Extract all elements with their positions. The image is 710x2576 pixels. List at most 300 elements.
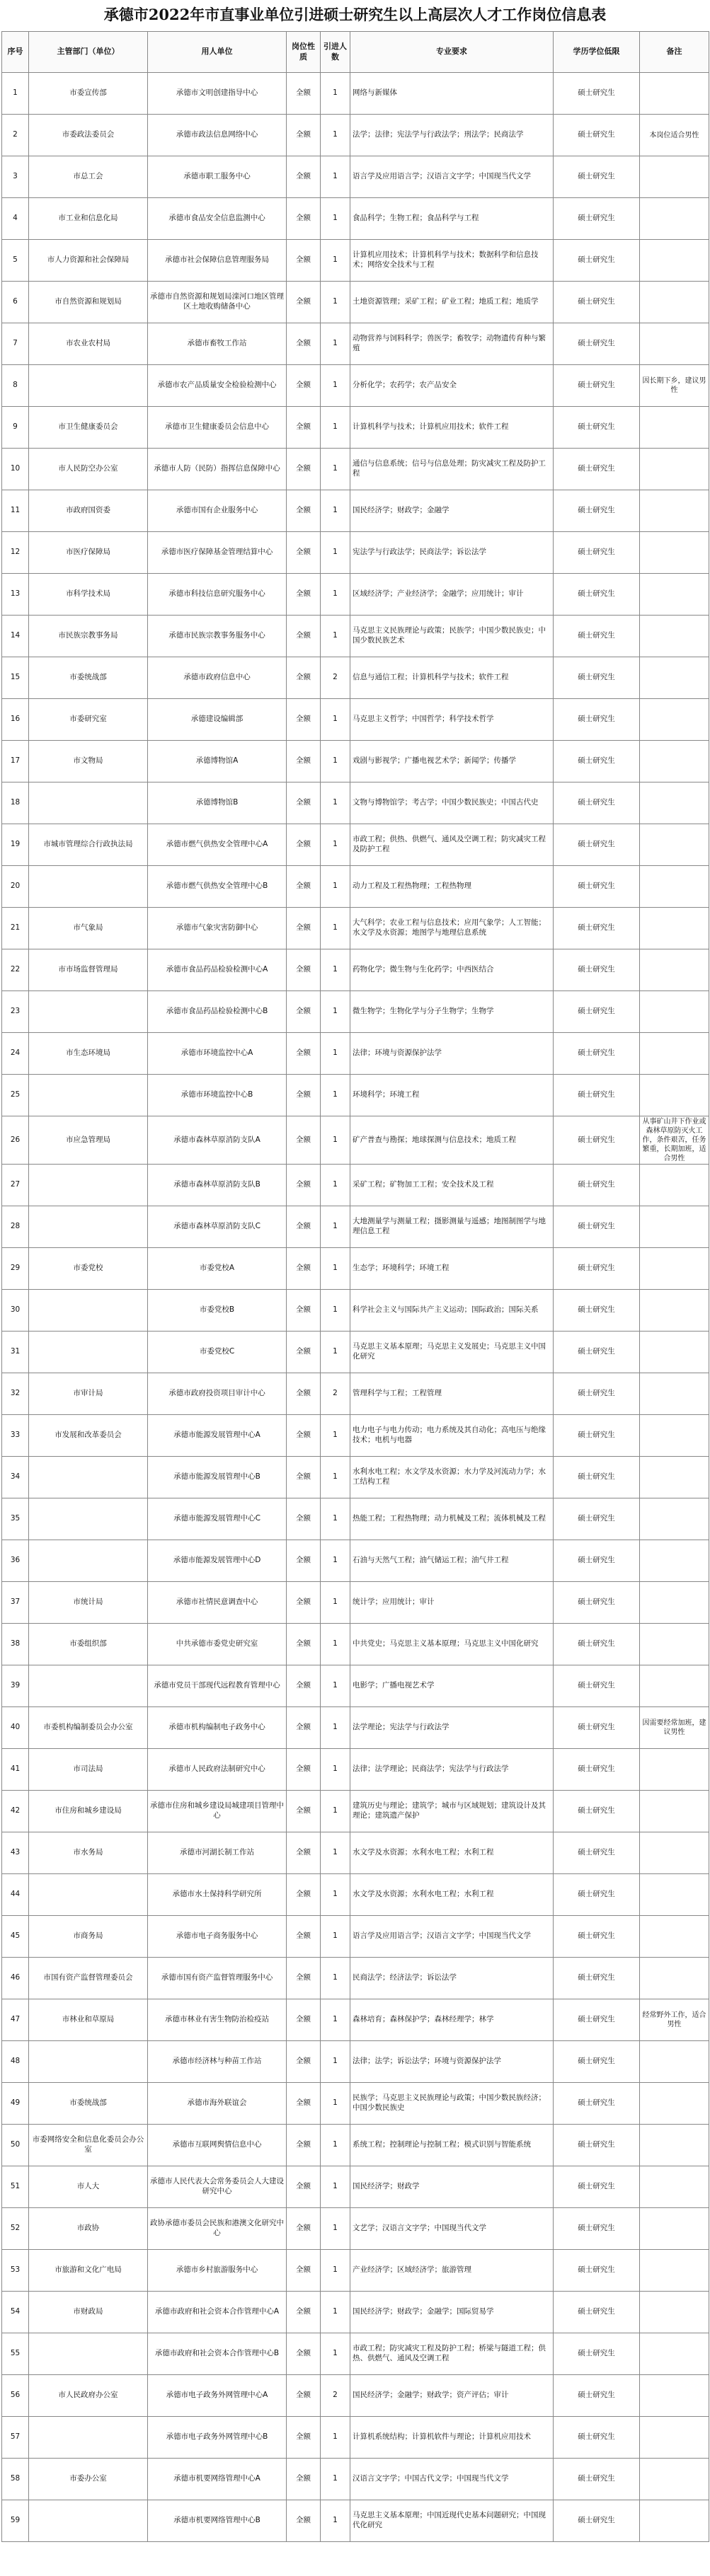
cell-dept: 市司法局	[29, 1749, 148, 1791]
cell-degree: 硕士研究生	[554, 449, 640, 490]
cell-no: 28	[2, 1206, 29, 1248]
cell-degree: 硕士研究生	[554, 1832, 640, 1874]
cell-no: 58	[2, 2459, 29, 2500]
cell-no: 6	[2, 282, 29, 323]
cell-dept: 市气象局	[29, 908, 148, 949]
cell-unit: 承德市政府信息中心	[148, 657, 287, 699]
cell-dept	[29, 1498, 148, 1540]
cell-degree: 硕士研究生	[554, 1874, 640, 1916]
cell-degree: 硕士研究生	[554, 490, 640, 532]
cell-spec: 马克思主义基本原理；马克思主义发展史；马克思主义中国化研究	[350, 1332, 554, 1373]
cell-degree: 硕士研究生	[554, 1165, 640, 1206]
table-row	[2, 1033, 709, 1075]
cell-count: 1	[321, 1415, 350, 1457]
cell-note: 从事矿山井下作业或森林草原防灭火工作，条件艰苦，任务繁重，长期加班，适合男性	[640, 1116, 709, 1165]
cell-note	[640, 2041, 709, 2083]
cell-unit: 承德市林业有害生物防治检疫站	[148, 1999, 287, 2041]
cell-count: 1	[321, 782, 350, 824]
cell-count: 1	[321, 2500, 350, 2542]
cell-degree: 硕士研究生	[554, 1707, 640, 1749]
table-row	[2, 1332, 709, 1373]
cell-degree: 硕士研究生	[554, 1206, 640, 1248]
cell-count: 1	[321, 1624, 350, 1665]
table-row	[2, 1248, 709, 1290]
cell-spec: 水文学及水资源；水利水电工程；水利工程	[350, 1874, 554, 1916]
cell-count: 1	[321, 1498, 350, 1540]
cell-unit: 承德市森林草原消防支队C	[148, 1206, 287, 1248]
cell-degree: 硕士研究生	[554, 991, 640, 1033]
cell-unit: 承德市电子政务外网管理中心A	[148, 2375, 287, 2417]
cell-note	[640, 2500, 709, 2542]
cell-no: 8	[2, 365, 29, 407]
cell-nature: 全额	[287, 365, 321, 407]
cell-count: 1	[321, 1874, 350, 1916]
cell-dept	[29, 1290, 148, 1332]
cell-note	[640, 1498, 709, 1540]
cell-count: 1	[321, 282, 350, 323]
cell-spec: 热能工程；工程热物理；动力机械及工程；流体机械及工程	[350, 1498, 554, 1540]
cell-no: 55	[2, 2333, 29, 2375]
cell-no: 14	[2, 616, 29, 657]
cell-count: 1	[321, 2292, 350, 2333]
cell-note	[640, 782, 709, 824]
table-row	[2, 1874, 709, 1916]
cell-count: 1	[321, 908, 350, 949]
cell-note	[640, 1075, 709, 1116]
cell-no: 45	[2, 1916, 29, 1958]
table-row	[2, 2125, 709, 2166]
cell-unit: 承德市电子商务服务中心	[148, 1916, 287, 1958]
cell-no: 42	[2, 1791, 29, 1832]
header-degree: 学历学位低限	[554, 32, 640, 73]
cell-degree: 硕士研究生	[554, 824, 640, 866]
cell-count: 1	[321, 1707, 350, 1749]
cell-unit: 承德市互联网舆情信息中心	[148, 2125, 287, 2166]
cell-no: 33	[2, 1415, 29, 1457]
cell-unit: 承德市政法信息网络中心	[148, 115, 287, 156]
cell-count: 2	[321, 1373, 350, 1415]
cell-spec: 文物与博物馆学；考古学；中国少数民族史；中国古代史	[350, 782, 554, 824]
cell-degree: 硕士研究生	[554, 532, 640, 574]
cell-degree: 硕士研究生	[554, 2333, 640, 2375]
cell-degree: 硕士研究生	[554, 2041, 640, 2083]
cell-count: 1	[321, 1958, 350, 1999]
header-no: 序号	[2, 32, 29, 73]
cell-no: 47	[2, 1999, 29, 2041]
cell-dept: 市城市管理综合行政执法局	[29, 824, 148, 866]
cell-spec: 区域经济学；产业经济学；金融学；应用统计；审计	[350, 574, 554, 616]
cell-degree: 硕士研究生	[554, 1624, 640, 1665]
cell-spec: 动物营养与饲料科学；兽医学；畜牧学；动物遗传育种与繁殖	[350, 323, 554, 365]
cell-no: 26	[2, 1116, 29, 1165]
cell-dept: 市林业和草原局	[29, 1999, 148, 2041]
cell-count: 1	[321, 1540, 350, 1582]
cell-dept: 市委统战部	[29, 2083, 148, 2125]
cell-spec: 统计学；应用统计；审计	[350, 1582, 554, 1624]
cell-count: 2	[321, 2375, 350, 2417]
cell-note	[640, 699, 709, 741]
cell-no: 11	[2, 490, 29, 532]
cell-note	[640, 407, 709, 449]
cell-no: 56	[2, 2375, 29, 2417]
cell-no: 20	[2, 866, 29, 908]
table-row	[2, 1373, 709, 1415]
cell-spec: 马克思主义哲学；中国哲学；科学技术哲学	[350, 699, 554, 741]
cell-count: 1	[321, 490, 350, 532]
cell-dept: 市委机构编制委员会办公室	[29, 1707, 148, 1749]
table-row	[2, 2375, 709, 2417]
cell-spec: 科学社会主义与国际共产主义运动；国际政治；国际关系	[350, 1290, 554, 1332]
cell-note	[640, 866, 709, 908]
table-row	[2, 2417, 709, 2459]
table-row	[2, 2500, 709, 2542]
cell-note	[640, 2292, 709, 2333]
cell-unit: 市委党校A	[148, 1248, 287, 1290]
cell-degree: 硕士研究生	[554, 1582, 640, 1624]
cell-degree: 硕士研究生	[554, 616, 640, 657]
cell-spec: 法学；法律；宪法学与行政法学；刑法学；民商法学	[350, 115, 554, 156]
table-body	[2, 73, 709, 2542]
cell-degree: 硕士研究生	[554, 1999, 640, 2041]
cell-spec: 森林培育；森林保护学；森林经理学；林学	[350, 1999, 554, 2041]
cell-dept: 市委政法委员会	[29, 115, 148, 156]
cell-nature: 全额	[287, 1832, 321, 1874]
cell-dept: 市政协	[29, 2208, 148, 2250]
cell-nature: 全额	[287, 1165, 321, 1206]
cell-unit: 承德市环境监控中心A	[148, 1033, 287, 1075]
cell-dept: 市政府国资委	[29, 490, 148, 532]
cell-note	[640, 1332, 709, 1373]
cell-dept: 市审计局	[29, 1373, 148, 1415]
cell-no: 44	[2, 1874, 29, 1916]
cell-degree: 硕士研究生	[554, 741, 640, 782]
cell-count: 1	[321, 532, 350, 574]
cell-nature: 全额	[287, 1116, 321, 1165]
cell-note	[640, 1165, 709, 1206]
cell-note	[640, 2333, 709, 2375]
cell-note	[640, 2375, 709, 2417]
cell-note	[640, 1540, 709, 1582]
table-row	[2, 1206, 709, 1248]
cell-nature: 全额	[287, 1033, 321, 1075]
cell-unit: 承德市人民代表大会常务委员会人大建设研究中心	[148, 2166, 287, 2208]
table-row	[2, 824, 709, 866]
cell-dept: 市委组织部	[29, 1624, 148, 1665]
header-spec: 专业要求	[350, 32, 554, 73]
cell-nature: 全额	[287, 616, 321, 657]
cell-spec: 市政工程；防灾减灾工程及防护工程；桥梁与隧道工程；供热、供燃气、通风及空调工程	[350, 2333, 554, 2375]
cell-dept: 市医疗保障局	[29, 532, 148, 574]
cell-note	[640, 1958, 709, 1999]
header-note: 备注	[640, 32, 709, 73]
table-row	[2, 1916, 709, 1958]
cell-nature: 全额	[287, 2208, 321, 2250]
cell-unit: 承德市人防（民防）指挥信息保障中心	[148, 449, 287, 490]
cell-unit: 承德市环境监控中心B	[148, 1075, 287, 1116]
cell-no: 16	[2, 699, 29, 741]
cell-nature: 全额	[287, 240, 321, 282]
cell-note	[640, 1415, 709, 1457]
cell-note	[640, 2417, 709, 2459]
cell-nature: 全额	[287, 2250, 321, 2292]
cell-count: 1	[321, 1116, 350, 1165]
cell-nature: 全额	[287, 323, 321, 365]
cell-nature: 全额	[287, 1415, 321, 1457]
cell-spec: 水文学及水资源；水利水电工程；水利工程	[350, 1832, 554, 1874]
cell-degree: 硕士研究生	[554, 782, 640, 824]
cell-spec: 法律；环境与资源保护法学	[350, 1033, 554, 1075]
table-row	[2, 2166, 709, 2208]
cell-nature: 全额	[287, 2292, 321, 2333]
cell-no: 36	[2, 1540, 29, 1582]
cell-no: 1	[2, 73, 29, 115]
cell-note	[640, 2459, 709, 2500]
cell-dept	[29, 1165, 148, 1206]
cell-degree: 硕士研究生	[554, 2208, 640, 2250]
cell-spec: 法律；法学；诉讼法学；环境与资源保护法学	[350, 2041, 554, 2083]
cell-no: 35	[2, 1498, 29, 1540]
cell-spec: 国民经济学；财政学；金融学	[350, 490, 554, 532]
cell-nature: 全额	[287, 2459, 321, 2500]
cell-note: 因长期下乡，建议男性	[640, 365, 709, 407]
cell-unit: 承德市食品药品检验检测中心A	[148, 949, 287, 991]
cell-note	[640, 2208, 709, 2250]
cell-degree: 硕士研究生	[554, 198, 640, 240]
cell-dept	[29, 2417, 148, 2459]
cell-note	[640, 1457, 709, 1498]
table-row	[2, 240, 709, 282]
cell-unit: 承德市畜牧工作站	[148, 323, 287, 365]
cell-note	[640, 2125, 709, 2166]
cell-dept: 市自然资源和规划局	[29, 282, 148, 323]
table-row	[2, 323, 709, 365]
cell-spec: 马克思主义民族理论与政策；民族学；中国少数民族史；中国少数民族艺术	[350, 616, 554, 657]
cell-note	[640, 532, 709, 574]
cell-no: 3	[2, 156, 29, 198]
cell-degree: 硕士研究生	[554, 1498, 640, 1540]
cell-unit: 承德市食品药品检验检测中心B	[148, 991, 287, 1033]
cell-nature: 全额	[287, 1248, 321, 1290]
cell-spec: 网络与新媒体	[350, 73, 554, 115]
cell-spec: 马克思主义基本原理；中国近现代史基本问题研究；中国现代化研究	[350, 2500, 554, 2542]
cell-note	[640, 1916, 709, 1958]
cell-nature: 全额	[287, 949, 321, 991]
cell-degree: 硕士研究生	[554, 2459, 640, 2500]
cell-nature: 全额	[287, 657, 321, 699]
table-row	[2, 73, 709, 115]
cell-nature: 全额	[287, 1958, 321, 1999]
cell-count: 1	[321, 991, 350, 1033]
cell-degree: 硕士研究生	[554, 1075, 640, 1116]
cell-spec: 电力电子与电力传动；电力系统及其自动化；高电压与绝缘技术；电机与电器	[350, 1415, 554, 1457]
cell-degree: 硕士研究生	[554, 1749, 640, 1791]
cell-degree: 硕士研究生	[554, 657, 640, 699]
cell-nature: 全额	[287, 1498, 321, 1540]
cell-count: 1	[321, 449, 350, 490]
cell-unit: 承德市医疗保障基金管理结算中心	[148, 532, 287, 574]
cell-no: 4	[2, 198, 29, 240]
table-row	[2, 1791, 709, 1832]
table-row	[2, 2208, 709, 2250]
cell-dept: 市农业农村局	[29, 323, 148, 365]
cell-spec: 汉语言文字学；中国古代文学；中国现当代文学	[350, 2459, 554, 2500]
positions-table	[1, 31, 709, 2542]
cell-count: 1	[321, 156, 350, 198]
cell-degree: 硕士研究生	[554, 1958, 640, 1999]
cell-unit: 承德建设编辑部	[148, 699, 287, 741]
cell-count: 1	[321, 824, 350, 866]
cell-note	[640, 908, 709, 949]
cell-note	[640, 1874, 709, 1916]
table-row	[2, 657, 709, 699]
cell-count: 1	[321, 949, 350, 991]
cell-unit: 承德市自然资源和规划局滦河口地区管理区土地收购储备中心	[148, 282, 287, 323]
cell-dept: 市应急管理局	[29, 1116, 148, 1165]
cell-degree: 硕士研究生	[554, 574, 640, 616]
cell-unit: 承德市经济林与种苗工作站	[148, 2041, 287, 2083]
cell-unit: 承德市能源发展管理中心C	[148, 1498, 287, 1540]
cell-dept	[29, 991, 148, 1033]
cell-spec: 电影学；广播电视艺术学	[350, 1665, 554, 1707]
cell-count: 1	[321, 1033, 350, 1075]
cell-count: 1	[321, 2250, 350, 2292]
table-row	[2, 1665, 709, 1707]
cell-no: 31	[2, 1332, 29, 1373]
cell-dept	[29, 365, 148, 407]
cell-no: 17	[2, 741, 29, 782]
cell-no: 18	[2, 782, 29, 824]
table-row	[2, 1749, 709, 1791]
header-unit: 用人单位	[148, 32, 287, 73]
cell-unit: 承德市农产品质量安全检验检测中心	[148, 365, 287, 407]
cell-unit: 承德市社情民意调查中心	[148, 1582, 287, 1624]
cell-unit: 承德市电子政务外网管理中心B	[148, 2417, 287, 2459]
cell-unit: 承德市政府投资项目审计中心	[148, 1373, 287, 1415]
cell-degree: 硕士研究生	[554, 1540, 640, 1582]
cell-count: 1	[321, 2459, 350, 2500]
cell-nature: 全额	[287, 2375, 321, 2417]
cell-unit: 承德市职工服务中心	[148, 156, 287, 198]
cell-count: 1	[321, 1791, 350, 1832]
header-count: 引进人数	[321, 32, 350, 73]
cell-degree: 硕士研究生	[554, 282, 640, 323]
cell-dept	[29, 866, 148, 908]
cell-count: 1	[321, 866, 350, 908]
cell-note	[640, 1248, 709, 1290]
cell-no: 52	[2, 2208, 29, 2250]
cell-count: 1	[321, 1332, 350, 1373]
cell-nature: 全额	[287, 2125, 321, 2166]
cell-degree: 硕士研究生	[554, 908, 640, 949]
cell-count: 1	[321, 1582, 350, 1624]
cell-degree: 硕士研究生	[554, 2292, 640, 2333]
cell-count: 1	[321, 1457, 350, 1498]
cell-dept: 市科学技术局	[29, 574, 148, 616]
cell-dept: 市委办公室	[29, 2459, 148, 2500]
cell-no: 10	[2, 449, 29, 490]
cell-no: 2	[2, 115, 29, 156]
table-row	[2, 2292, 709, 2333]
cell-count: 1	[321, 407, 350, 449]
cell-no: 9	[2, 407, 29, 449]
cell-note	[640, 824, 709, 866]
cell-spec: 分析化学；农药学；农产品安全	[350, 365, 554, 407]
cell-unit: 中共承德市委党史研究室	[148, 1624, 287, 1665]
cell-unit: 承德市党员干部现代远程教育管理中心	[148, 1665, 287, 1707]
cell-degree: 硕士研究生	[554, 115, 640, 156]
cell-count: 1	[321, 2166, 350, 2208]
cell-count: 1	[321, 574, 350, 616]
cell-nature: 全额	[287, 73, 321, 115]
cell-spec: 石油与天然气工程；油气储运工程；油气井工程	[350, 1540, 554, 1582]
cell-dept: 市委统战部	[29, 657, 148, 699]
cell-dept: 市水务局	[29, 1832, 148, 1874]
cell-spec: 建筑历史与理论；建筑学；城市与区域规划；建筑设计及其理论；建筑遗产保护	[350, 1791, 554, 1832]
table-row	[2, 949, 709, 991]
cell-count: 1	[321, 1916, 350, 1958]
cell-spec: 民商法学；经济法学；诉讼法学	[350, 1958, 554, 1999]
cell-degree: 硕士研究生	[554, 2375, 640, 2417]
cell-count: 1	[321, 2125, 350, 2166]
cell-spec: 信息与通信工程；计算机科学与技术；软件工程	[350, 657, 554, 699]
cell-spec: 语言学及应用语言学；汉语言文字学；中国现当代文学	[350, 156, 554, 198]
cell-dept	[29, 1457, 148, 1498]
cell-spec: 微生物学；生物化学与分子生物学；生物学	[350, 991, 554, 1033]
cell-no: 27	[2, 1165, 29, 1206]
cell-degree: 硕士研究生	[554, 1457, 640, 1498]
cell-note	[640, 2250, 709, 2292]
cell-spec: 民族学；马克思主义民族理论与政策；中国少数民族经济；中国少数民族史	[350, 2083, 554, 2125]
table-row	[2, 2459, 709, 2500]
cell-nature: 全额	[287, 1999, 321, 2041]
cell-unit: 承德市燃气供热安全管理中心B	[148, 866, 287, 908]
cell-unit: 承德市乡村旅游服务中心	[148, 2250, 287, 2292]
cell-degree: 硕士研究生	[554, 2250, 640, 2292]
cell-unit: 承德市科技信息研究服务中心	[148, 574, 287, 616]
cell-unit: 承德市河湖长制工作站	[148, 1832, 287, 1874]
cell-no: 23	[2, 991, 29, 1033]
cell-spec: 采矿工程；矿物加工工程；安全技术及工程	[350, 1165, 554, 1206]
table-row	[2, 1498, 709, 1540]
cell-dept	[29, 2041, 148, 2083]
table-row	[2, 1290, 709, 1332]
cell-degree: 硕士研究生	[554, 323, 640, 365]
table-row	[2, 1540, 709, 1582]
cell-count: 1	[321, 115, 350, 156]
cell-note	[640, 1832, 709, 1874]
cell-spec: 矿产普查与勘探；地球探测与信息技术；地质工程	[350, 1116, 554, 1165]
cell-count: 1	[321, 616, 350, 657]
cell-dept	[29, 1075, 148, 1116]
cell-dept: 市委研究室	[29, 699, 148, 741]
cell-count: 1	[321, 73, 350, 115]
table-row	[2, 574, 709, 616]
cell-nature: 全额	[287, 1290, 321, 1332]
cell-nature: 全额	[287, 282, 321, 323]
cell-count: 1	[321, 198, 350, 240]
cell-no: 43	[2, 1832, 29, 1874]
cell-note	[640, 282, 709, 323]
cell-unit: 承德博物馆A	[148, 741, 287, 782]
cell-unit: 承德市机要网络管理中心A	[148, 2459, 287, 2500]
cell-degree: 硕士研究生	[554, 73, 640, 115]
cell-degree: 硕士研究生	[554, 949, 640, 991]
cell-note	[640, 2083, 709, 2125]
cell-dept: 市生态环境局	[29, 1033, 148, 1075]
cell-dept: 市工业和信息化局	[29, 198, 148, 240]
table-header-row	[2, 32, 709, 73]
cell-dept: 市委宣传部	[29, 73, 148, 115]
